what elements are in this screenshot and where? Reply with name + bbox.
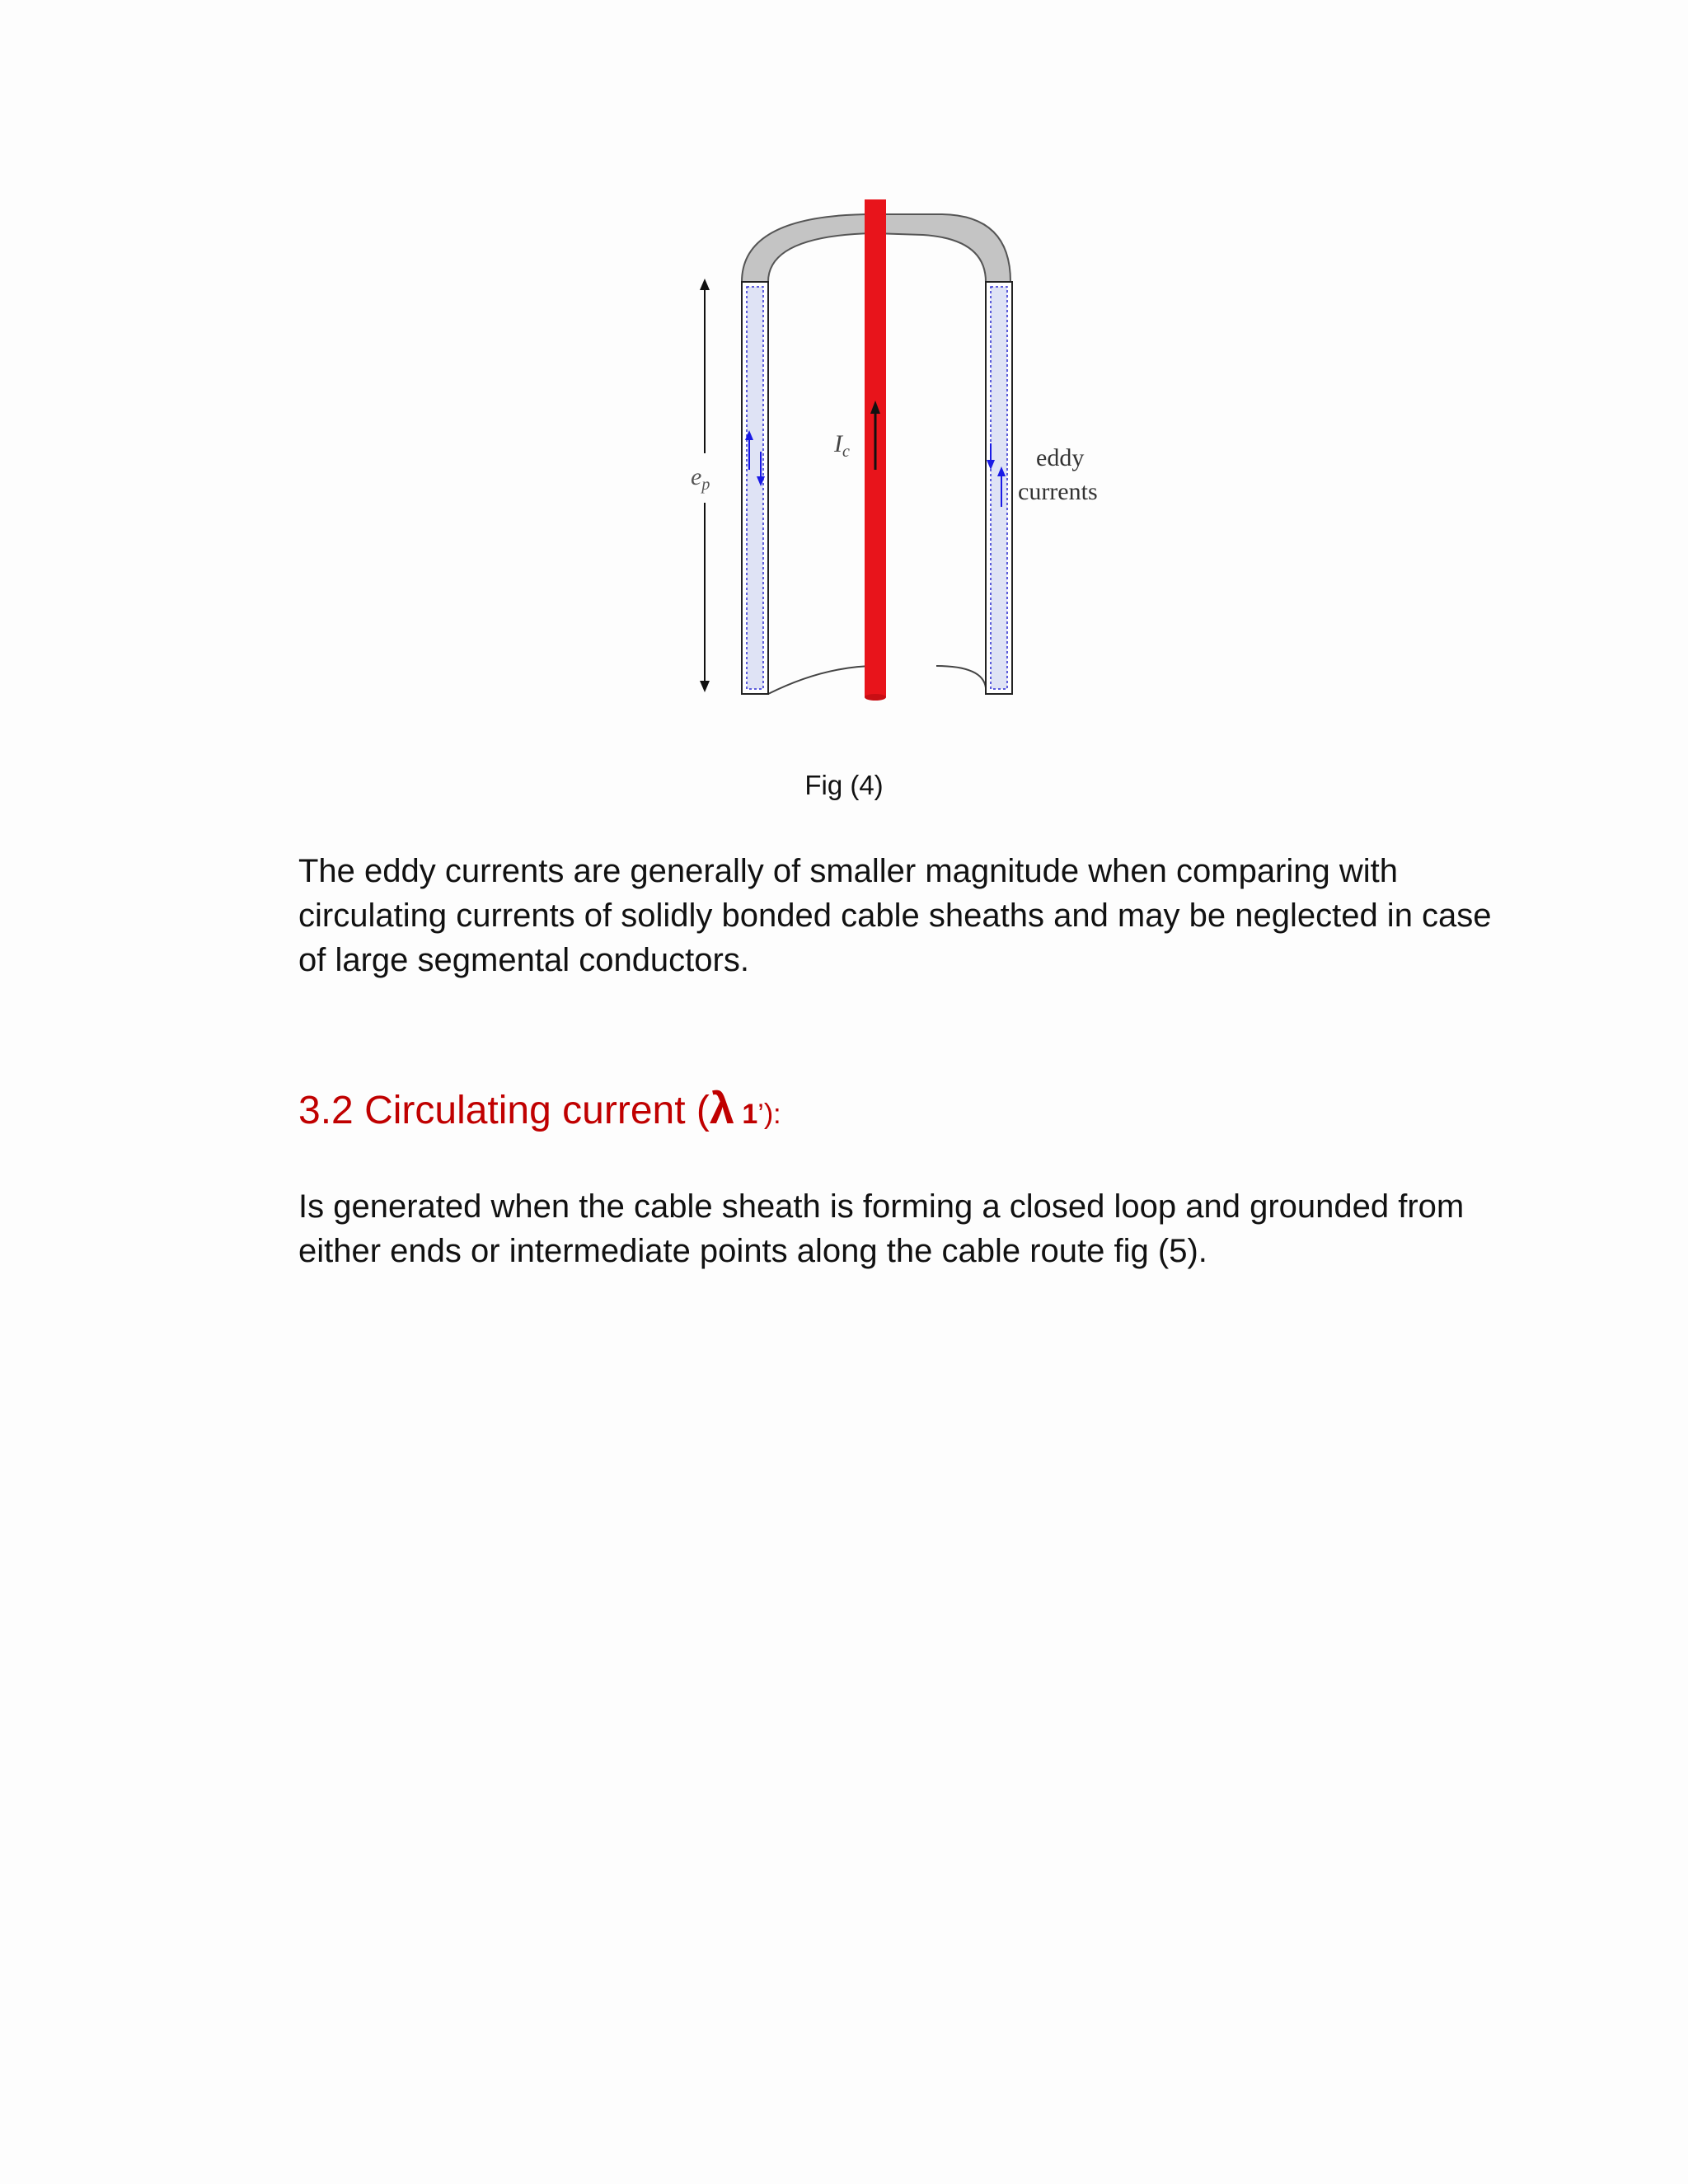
figure-caption: Fig (4) (804, 770, 884, 800)
heading-tail: ’): (757, 1099, 781, 1130)
eddy-label-line1: eddy (1036, 444, 1085, 471)
heading-subscript: 1 (734, 1099, 758, 1130)
section-heading (298, 1084, 781, 1139)
figure-4-cable-sheath-diagram (659, 190, 1154, 717)
conductor-current-label: $I_c$ (834, 430, 850, 461)
heading-lambda-symbol: λ (709, 1084, 734, 1133)
length-label: $e_p$ (691, 463, 710, 494)
heading-text: 3.2 Circulating current ( (298, 1089, 710, 1132)
paragraph-circulating-current: Is generated when the cable sheath is forming a closed loop and grounded from either ends or intermediate points along the cable route fig (5). (298, 1188, 1465, 1269)
left-sheath-wall (742, 282, 768, 694)
paragraph-eddy-currents: The eddy currents are generally of smaller magnitude when comparing with circulating currents of solidly bonded cable sheaths and may be neglected in case of large segmental conductors. (298, 853, 1492, 978)
eddy-label-line2: currents (1018, 478, 1098, 505)
right-sheath-wall (986, 282, 1012, 694)
